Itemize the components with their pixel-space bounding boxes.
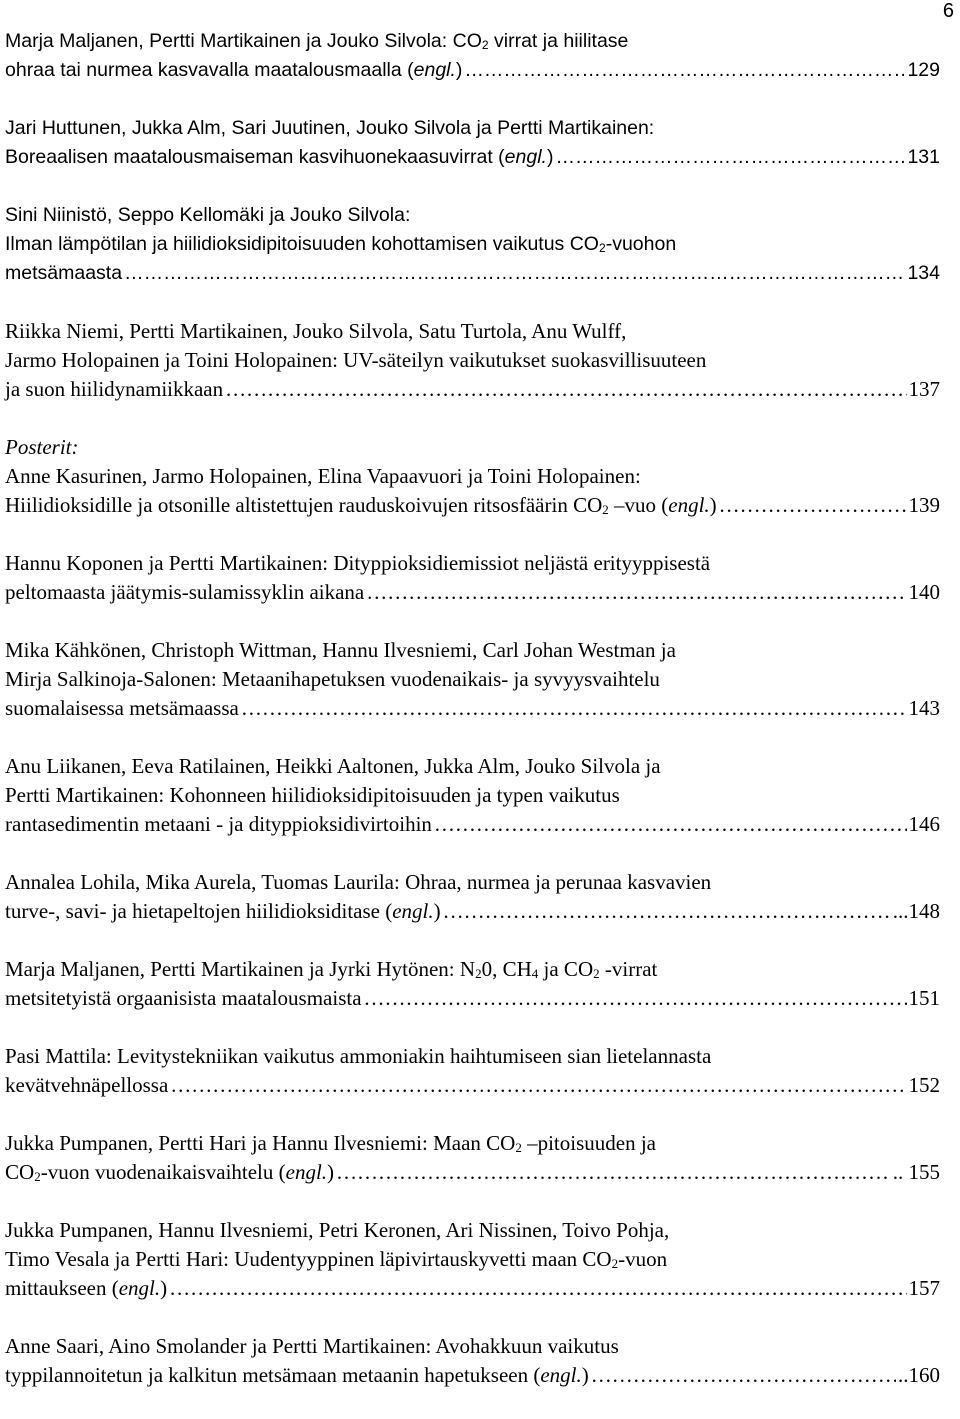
page-reference: ...148 bbox=[892, 899, 940, 923]
dot-leader bbox=[170, 1071, 906, 1100]
dot-leader bbox=[241, 694, 907, 723]
table-of-contents bbox=[5, 27, 940, 1419]
page-reference: 137 bbox=[908, 377, 940, 401]
toc-entry: Sini Niinistö, Seppo Kellomäki ja Jouko Silvola: Ilman lämpötilan ja hiilidioksidipitoisuuden kohottamisen vaikutus $CO_2$-vuohon metsämaasta ……………………………………………………………………………………………………………………………………………… 134 bbox=[5, 201, 940, 288]
toc-entry: Marja Maljanen, Pertti Martikainen ja Jyrki Hytönen: $N_20$, $CH_4$ ja $CO_2$ -virrat metsitetyistä orgaanisista maatalousmaista ……………………………………………………………………………………………………………………………………………… 151 bbox=[5, 955, 940, 1013]
page-reference: 143 bbox=[908, 696, 940, 720]
page-reference: 151 bbox=[908, 986, 940, 1010]
page-reference: 152 bbox=[908, 1073, 940, 1097]
dot-leader bbox=[434, 810, 907, 839]
page-reference: 140 bbox=[908, 580, 940, 604]
toc-entry: Annalea Lohila, Mika Aurela, Tuomas Laurila: Ohraa, nurmea ja perunaa kasvavien turve-, savi- ja hietapeltojen hiilidioksiditase (engl.) ……………………………………………………………………………………………………………………………………………… ...148 bbox=[5, 868, 940, 926]
dot-leader bbox=[555, 143, 905, 172]
page-reference: 139 bbox=[908, 493, 940, 517]
toc-entry: Jari Huttunen, Jukka Alm, Sari Juutinen, Jouko Silvola ja Pertti Martikainen: Boreaalisen maatalousmaiseman kasvihuonekaasuvirrat (engl.) ……………………………………………………………………………………………………………………………………………… 131 bbox=[5, 114, 940, 172]
toc-entry: Anu Liikanen, Eeva Ratilainen, Heikki Aaltonen, Jukka Alm, Jouko Silvola ja Pertti Martikainen: Kohonneen hiilidioksidipitoisuuden ja typen vaikutus rantasedimentin metaani - ja dityppioksidivirtoihin ……………………………………………………………………………………………………………………………………………… 146 bbox=[5, 752, 940, 839]
toc-entry: Jukka Pumpanen, Pertti Hari ja Hannu Ilvesniemi: Maan $CO_2$ –pitoisuuden ja $CO_2$-vuon vuodenaikaisvaihtelu (engl.) ……………………………………………………………………………………………………………………………………………… .. 155 bbox=[5, 1129, 940, 1187]
page-reference: 146 bbox=[908, 812, 940, 836]
toc-entry: Marja Maljanen, Pertti Martikainen ja Jouko Silvola: $CO_2$ virrat ja hiilitase ohraa tai nurmea kasvavalla maatalousmaalla (engl.) ……………………………………………………………………………………………………………………………………………… 129 bbox=[5, 27, 940, 85]
toc-entry: Pasi Mattila: Levitystekniikan vaikutus ammoniakin haihtumiseen sian lietelannasta kevätvehnäpellossa ……………………………………………………………………………………………………………………………………………… 152 bbox=[5, 1042, 940, 1100]
toc-entry: Hannu Koponen ja Pertti Martikainen: Dityppioksidiemissiot neljästä erityyppisestä peltomaasta jäätymis-sulamissyklin aikana ……………………………………………………………………………………………………………………………………………… 140 bbox=[5, 549, 940, 607]
dot-leader bbox=[366, 578, 906, 607]
dot-leader bbox=[169, 1274, 906, 1303]
page-number: 6 bbox=[942, 0, 954, 22]
page-reference: 157 bbox=[908, 1276, 940, 1300]
dot-leader bbox=[225, 375, 906, 404]
page-reference: 131 bbox=[907, 146, 940, 168]
page-reference: 129 bbox=[907, 59, 940, 81]
toc-entry: Anne Kasurinen, Jarmo Holopainen, Elina Vapaavuori ja Toini Holopainen: Hiilidioksidille ja otsonille altistettujen rauduskoivujen ritsosfäärin $CO_2$ –vuo (engl.) ……………………………………………………………………………………………………………………………………………… 139 bbox=[5, 462, 940, 520]
page-reference: .. 155 bbox=[892, 1160, 940, 1184]
dot-leader bbox=[719, 491, 907, 520]
toc-entry: Riikka Niemi, Pertti Martikainen, Jouko Silvola, Satu Turtola, Anu Wulff, Jarmo Holopainen ja Toini Holopainen: UV-säteilyn vaikutukset suokasvillisuuteen ja suon hiilidynamiikkaan ……………………………………………………………………………………………………………………………………………… 137 bbox=[5, 317, 940, 404]
page-reference: ..160 bbox=[898, 1363, 940, 1387]
dot-leader bbox=[443, 897, 891, 926]
dot-leader bbox=[336, 1158, 891, 1187]
page-reference: 134 bbox=[907, 262, 940, 284]
toc-entry: Jukka Pumpanen, Hannu Ilvesniemi, Petri Keronen, Ari Nissinen, Toivo Pohja, Timo Vesala ja Pertti Hari: Uudentyyppinen läpivirtauskyvetti maan $CO_2$-vuon mittaukseen (engl.) ……………………………………………………………………………………………………………………………………………… 157 bbox=[5, 1216, 940, 1303]
dot-leader bbox=[364, 984, 907, 1013]
dot-leader bbox=[591, 1361, 896, 1390]
toc-entry: Anne Saari, Aino Smolander ja Pertti Martikainen: Avohakkuun vaikutus typpilannoitetun ja kalkitun metsämaan metaanin hapetukseen (engl.) ……………………………………………………………………………………………………………………………………………… ..160 bbox=[5, 1332, 940, 1390]
dot-leader bbox=[124, 259, 905, 288]
section-heading: Posterit: bbox=[5, 435, 79, 459]
toc-entry: Mika Kähkönen, Christoph Wittman, Hannu Ilvesniemi, Carl Johan Westman ja Mirja Salkinoja-Salonen: Metaanihapetuksen vuodenaikais- ja syvyysvaihtelu suomalaisessa metsämaassa ……………………………………………………………………………………………………………………………………………… 143 bbox=[5, 636, 940, 723]
dot-leader bbox=[464, 56, 905, 85]
